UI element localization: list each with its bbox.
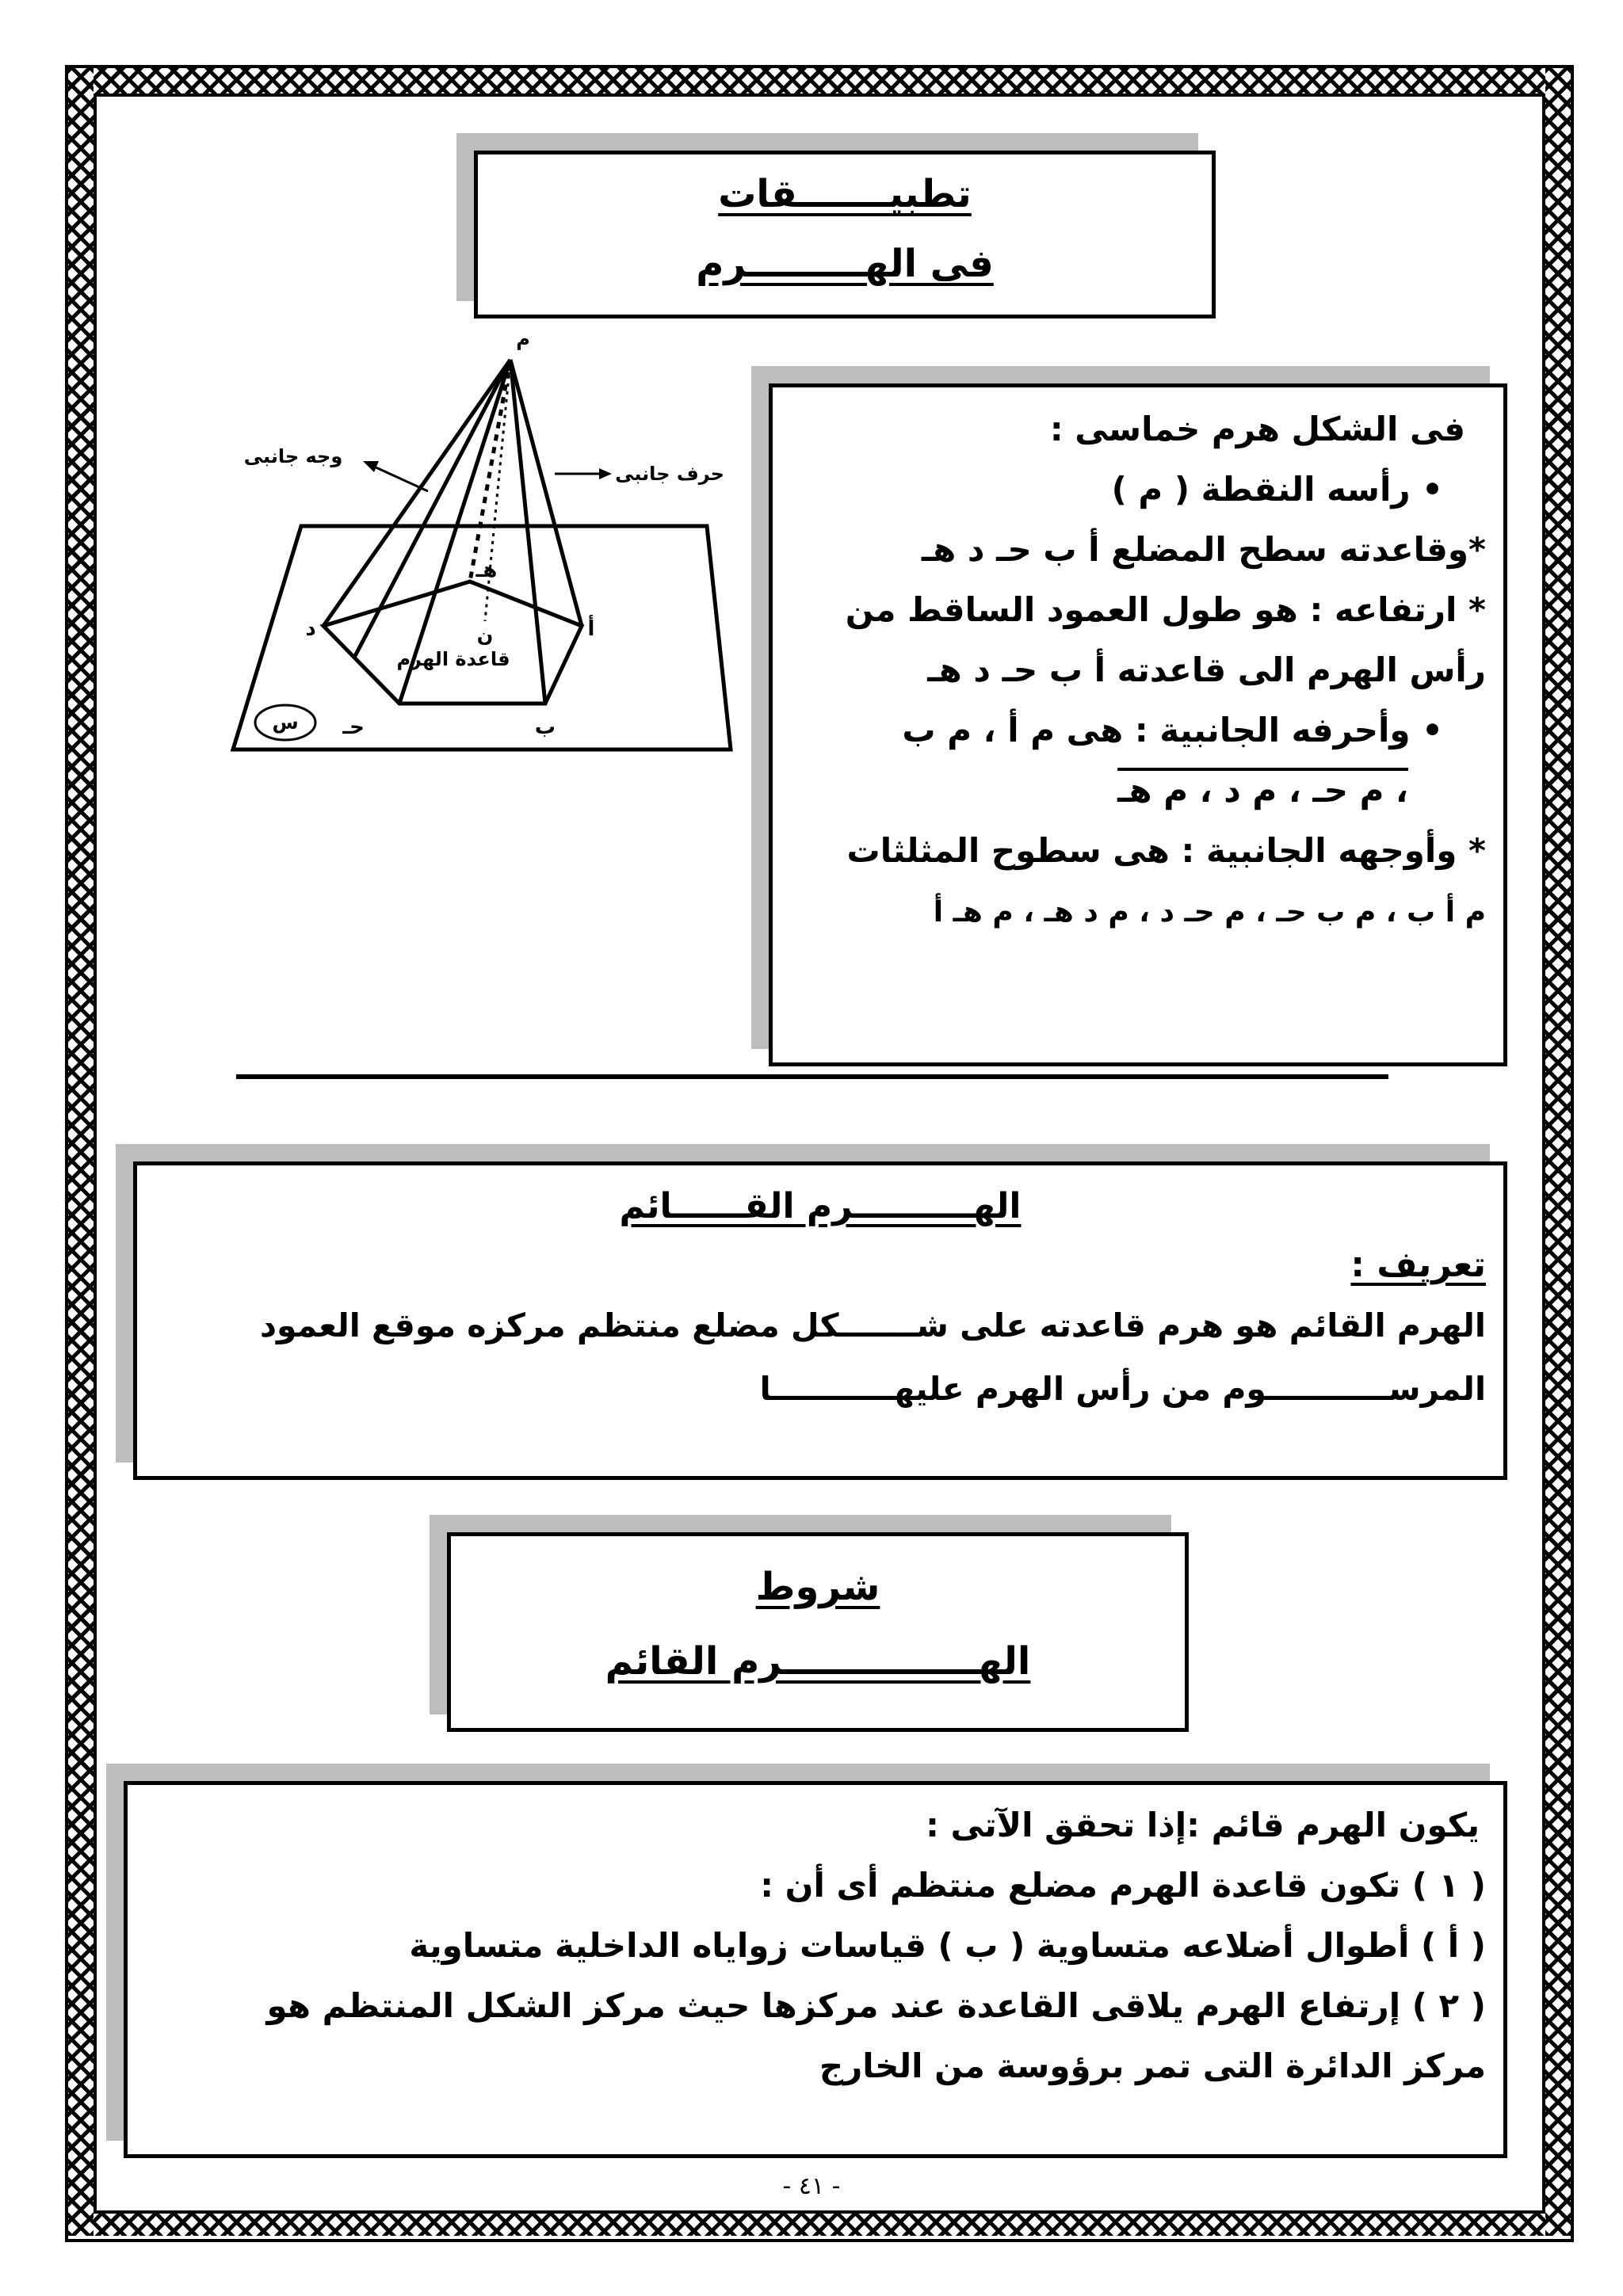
- label-base: قاعدة الهرم: [396, 648, 510, 670]
- title-box: [474, 151, 1216, 318]
- border-pattern-bottom: [68, 2210, 1571, 2236]
- label-vertex-a: أ: [587, 617, 595, 641]
- regular-pyramid-box: [133, 1161, 1507, 1480]
- label-vertex-b: ب: [534, 715, 556, 739]
- title-line-1: تطبيـــــــقات: [718, 172, 972, 216]
- pyramid-info-box: [769, 383, 1507, 1066]
- border-pattern-top: [68, 68, 1571, 93]
- page-number: - ٤١ -: [782, 2172, 841, 2200]
- label-apex: م: [516, 328, 530, 350]
- conditions-line-5: مركز الدائرة التى تمر برؤوسة من الخارج: [819, 2046, 1486, 2085]
- label-center: ن: [476, 624, 494, 646]
- conditions-line-4: ( ٢ ) إرتفاع الهرم يلاقى القاعدة عند مركزها حيث مركز الشكل المنتظم هو: [266, 1986, 1486, 2025]
- label-vertex-d: د: [305, 617, 316, 641]
- separator-line: [236, 1074, 1388, 1079]
- label-lateral-face: وجه جانبى: [243, 445, 343, 467]
- info-line-6: • وأحرفه الجانبية : هى م أ ، م ب: [902, 711, 1443, 749]
- title-line-2: فى الهـــــــــرم: [696, 242, 994, 286]
- info-line-1: فى الشكل هرم خماسى :: [1049, 410, 1465, 448]
- border-pattern-right: [1545, 68, 1571, 2236]
- conditions-line-1: يكون الهرم قائم :إذا تحقق الآتى :: [926, 1806, 1480, 1844]
- info-line-3: *وقاعدته سطح المضلع أ ب حـ د هـ: [921, 530, 1486, 569]
- border-pattern-left: [68, 68, 94, 2236]
- info-line-2: • رأسه النقطة ( م ): [1111, 470, 1443, 509]
- info-line-7: ، م حـ ، م د ، م هـ: [1117, 771, 1408, 810]
- regular-pyramid-title: الهــــــــــرم القــــــائم: [619, 1186, 1022, 1226]
- conditions-title-line-1: شروط: [755, 1565, 880, 1609]
- definition-line-1: الهرم القائم هو هرم قاعدته على شـــــــكل مضلع منتظم مركزه موقع العمود: [259, 1306, 1486, 1344]
- pyramid-figure: [158, 325, 792, 769]
- label-lateral-edge: حرف جانبى: [615, 463, 724, 485]
- conditions-title-line-2: الهـــــــــــــــرم القائم: [605, 1639, 1031, 1684]
- label-vertex-e: هـ: [475, 559, 498, 582]
- conditions-box: [124, 1781, 1507, 2158]
- info-line-5: رأس الهرم الى قاعدته أ ب حـ د هـ: [927, 650, 1486, 689]
- info-line-8: * وأوجهه الجانبية : هى سطوح المثلثات: [846, 831, 1486, 870]
- definition-line-2: المرســـــــــــوم من رأس الهرم عليهـــــــــــا: [759, 1370, 1486, 1408]
- conditions-line-3: ( أ ) أطوال أضلاعه متساوية ( ب ) قياسات زواياه الداخلية متساوية: [409, 1926, 1486, 1965]
- label-plane: س: [272, 711, 299, 734]
- conditions-header-box: [447, 1532, 1189, 1732]
- label-vertex-c: حـ: [342, 715, 365, 739]
- conditions-line-2: ( ١ ) تكون قاعدة الهرم مضلع منتظم أى أن :: [760, 1866, 1486, 1905]
- info-line-9: م أ ب ، م ب حـ ، م حـ د ، م د هـ ، م هـ أ: [933, 896, 1486, 929]
- info-line-4: * ارتفاعه : هو طول العمود الساقط من: [845, 590, 1486, 629]
- definition-label: تعريف :: [1350, 1245, 1486, 1285]
